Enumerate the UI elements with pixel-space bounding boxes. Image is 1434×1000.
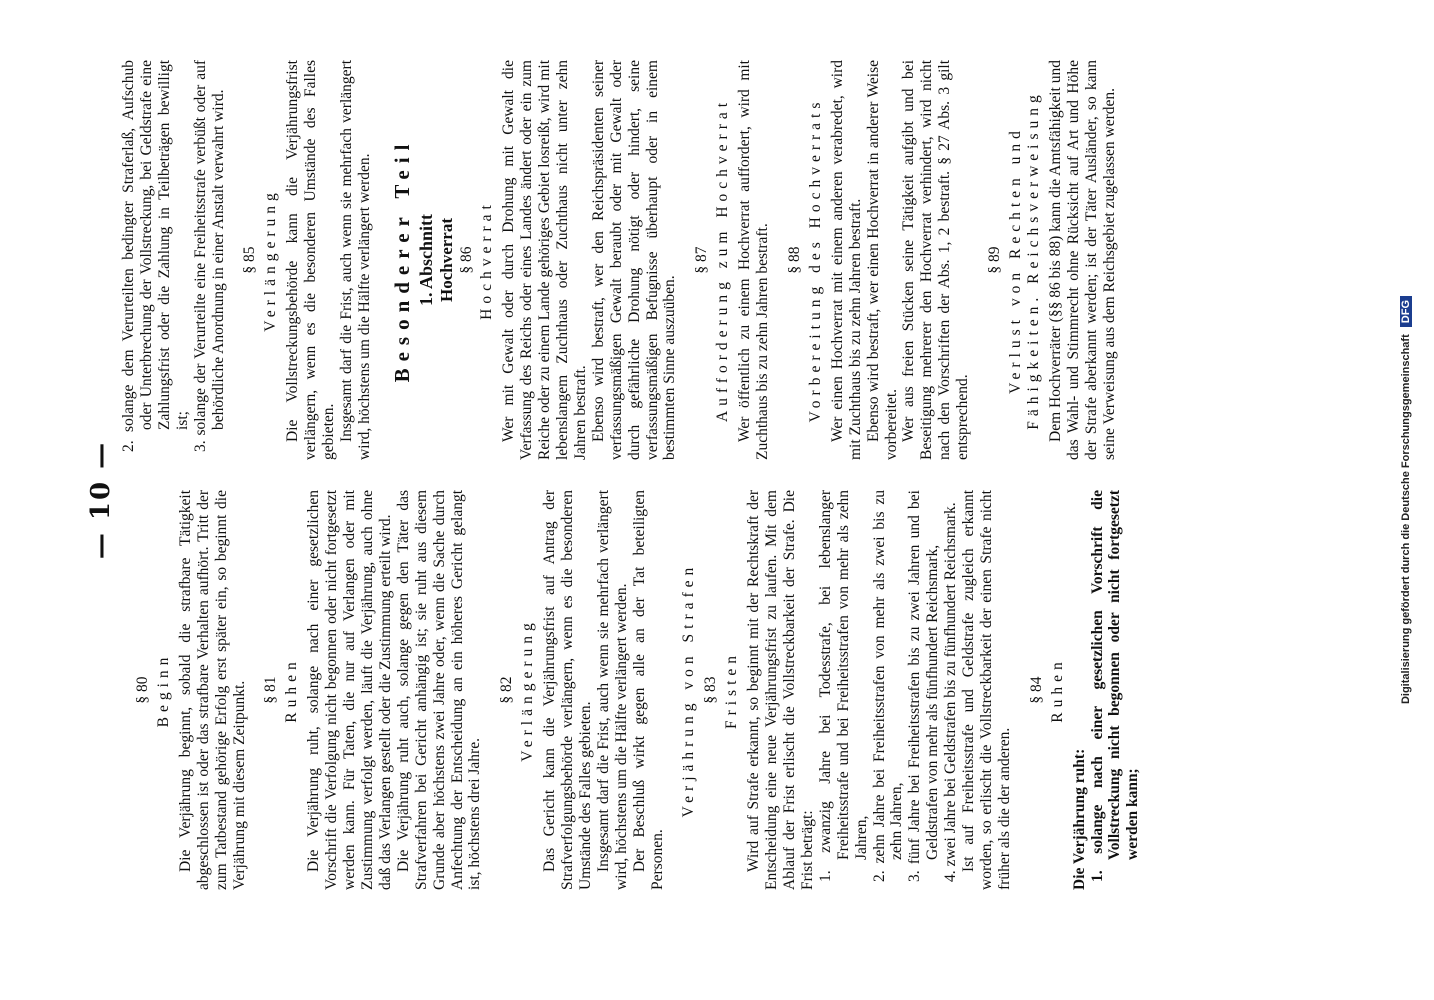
section-86-title: Hochverrat — [478, 200, 496, 320]
chapter-heading: 1. Abschnitt — [415, 213, 436, 307]
section-82-number: § 82 — [498, 676, 516, 704]
section-83-item-2: 2. zehn Jahre bei Freiheitsstrafen von mehr als zwei bis zu zehn Jahren, — [870, 490, 906, 882]
section-81-text-2: Die Verjährung ruht auch, solange gegen den Täter das Strafverfahren bei Gericht anhängig ist; sie ruht aus diesem Grunde aber höchstens zwei Jahre oder, wenn die Sache durch Anfechtung der Entscheidung an ein höheres Gericht gelangt ist, höchstens drei Jahre. — [394, 490, 484, 890]
section-82-title: Verlängerung — [519, 618, 537, 762]
section-87-text: Wer öffentlich zu einem Hochverrat auffordert, wird mit Zuchthaus bis zu zehn Jahren bestraft. — [736, 60, 772, 460]
section-84-item-2: 2. solange dem Verurteilten bedingter Straferlaß, Aufschub oder Unterbrechung der Vollstreckung, bei Geldstrafe eine Zahlungsfrist oder die Zahlung in Teilbeträgen bewilligt ist; — [120, 60, 191, 452]
section-85-number: § 85 — [241, 246, 259, 274]
section-83-title: Fristen — [723, 650, 741, 730]
section-86-text-1: Wer mit Gewalt oder durch Drohung mit Gewalt die Verfassung des Reichs oder eines Landes ändert oder ein zum Reiche oder zu einem Lande gehöriges Gebiet losreißt, wird mit lebenslangem Zuchthaus oder Zuchthaus nicht unter zehn Jahren bestraft. — [500, 60, 589, 460]
section-82-text-3: Der Beschluß wirkt gegen alle an der Tat beteiligten Personen. — [630, 490, 666, 890]
section-88-text-3: Wer aus freien Stücken seine Tätigkeit aufgibt und bei Beseitigung mehrerer den Hochverrat verhindert, wird nicht nach den Vorschriften der Abs. 1, 2 bestraft. § 27 Abs. 3 gilt entsprechend. — [900, 60, 972, 460]
section-83-text: Wird auf Strafe erkannt, so beginnt mit der Rechtskraft der Entscheidung eine neue Verjährungsfrist zu laufen. Mit dem Ablauf der Frist erlischt die Vollstreckbarkeit der Strafe. Die Frist beträgt: — [745, 490, 816, 890]
page-number: — 10 — — [86, 440, 116, 560]
section-81-title: Ruhen — [283, 657, 301, 723]
section-87-number: § 87 — [693, 246, 711, 274]
section-88-title: Vorbereitung des Hochverrats — [806, 97, 824, 423]
section-81-number: § 81 — [262, 676, 280, 704]
section-89-number: § 89 — [986, 246, 1004, 274]
section-86-text-2: Ebenso wird bestraft, wer den Reichspräsidenten seiner verfassungsmäßigen Gewalt beraubt oder mit Gewalt oder durch gefährliche Drohung nötigt oder hindert, seine verfassungsmäßigen Befugnisse überhaupt oder in einem bestimmten Sinne auszuüben. — [589, 60, 679, 460]
section-83-number: § 83 — [702, 676, 720, 704]
section-84-intro: Die Verjährung ruht: — [1070, 748, 1088, 890]
left-column — [120, 490, 1142, 890]
section-84-item-1: 1. solange nach einer gesetzlichen Vorschrift die Vollstreckung nicht begonnen oder nicht fortgesetzt werden kann; — [1088, 490, 1142, 882]
section-87-title: Aufforderung zum Hochverrat — [714, 97, 732, 423]
section-83-item-1: 1. zwanzig Jahre bei Todesstrafe, bei lebenslanger Freiheitsstrafe und bei Freiheitsstrafen von mehr als zehn Jahren, — [816, 490, 870, 882]
section-83-text-2: Ist auf Freiheitsstrafe und Geldstrafe zugleich erkannt worden, so erlischt die Vollstreckbarkeit der einen Strafe nicht früher als die der anderen. — [960, 490, 1013, 890]
part-title: Besonderer Teil — [389, 137, 414, 383]
section-86-number: § 86 — [457, 246, 475, 274]
section-88-text-1: Wer einen Hochverrat mit einem anderen verabredet, wird mit Zuchthaus bis zu zehn Jahren bestraft. — [828, 60, 864, 460]
section-85-text-2: Insgesamt darf die Frist, auch wenn sie mehrfach verlängert wird, höchstens um die Hälfte verlängert werden. — [337, 60, 373, 460]
section-84-title: Ruhen — [1048, 657, 1066, 723]
right-column — [120, 60, 1118, 460]
chapter-subheading: Hochverrat — [436, 217, 456, 303]
section-88-text-2: Ebenso wird bestraft, wer einen Hochverrat in anderer Weise vorbereitet. — [864, 60, 900, 460]
watermark-text: Digitalisierung gefördert durch die Deutsche Forschungsgemeinschaft — [1400, 334, 1412, 705]
section-84-number: § 84 — [1027, 676, 1045, 704]
section-80-number: § 80 — [134, 676, 151, 704]
dfg-logo: DFG — [1400, 296, 1412, 327]
section-85-title: Verlängerung — [262, 188, 280, 332]
section-88-number: § 88 — [786, 246, 803, 274]
section-82-text-2: Insgesamt darf die Frist, auch wenn sie mehrfach verlängert wird, höchstens um die Hälfte verlängert werden. — [594, 490, 630, 890]
strafen-heading: Verjährung von Strafen — [680, 562, 698, 818]
section-84-item-3: 3. solange der Verurteilte eine Freiheitsstrafe verbüßt oder auf behördliche Anordnung in einer Anstalt verwahrt wird. — [191, 60, 227, 452]
section-81-text-1: Die Verjährung ruht, solange nach einer gesetzlichen Vorschrift die Verfolgung nicht begonnen oder nicht fortgesetzt werden kann. Für Taten, die nur auf Verlangen oder mit Zustimmung verfolgt werden, läuft die Verjährung, auch ohne daß das Verlangen gestellt oder die Zustimmung erteilt wird. — [305, 490, 394, 890]
dfg-watermark — [1400, 0, 1412, 1000]
section-80-title: Beginn — [154, 652, 172, 728]
section-89-text: Dem Hochverräter (§§ 86 bis 88) kann die Amtsfähigkeit und das Wahl- und Stimmrecht ohne Rücksicht auf Art und Höhe der Strafe aberkannt werden; ist der Täter Ausländer, so kann seine Verweisung aus dem Reichsgebiet zugelassen werden. — [1046, 60, 1118, 460]
section-80-text: Die Verjährung beginnt, sobald die strafbare Tätigkeit abgeschlossen ist oder das strafbare Verhalten aufhört. Tritt der zum Tatbestand gehörige Erfolg erst später ein, so beginnt die Verjährung mit diesem Zeitpunkt. — [176, 490, 248, 890]
section-89-title: Verlust von Rechten und Fähigkeiten. Reichsverweisung — [1006, 90, 1042, 430]
section-83-item-4: 4. zwei Jahre bei Geldstrafen bis zu fünfhundert Reichsmark. — [942, 502, 960, 882]
section-83-item-3: 3. fünf Jahre bei Freiheitsstrafen bis zu zwei Jahren und bei Geldstrafen von mehr als fünfhundert Reichsmark, — [906, 490, 942, 882]
section-82-text-1: Das Gericht kann die Verjährungsfrist auf Antrag der Strafverfolgungsbehörde verlängern, wenn es die besonderen Umstände des Falles gebieten. — [541, 490, 594, 890]
section-85-text-1: Die Vollstreckungsbehörde kann die Verjährungsfrist verlängern, wenn es die besonderen Umstände des Falles gebieten. — [284, 60, 338, 460]
